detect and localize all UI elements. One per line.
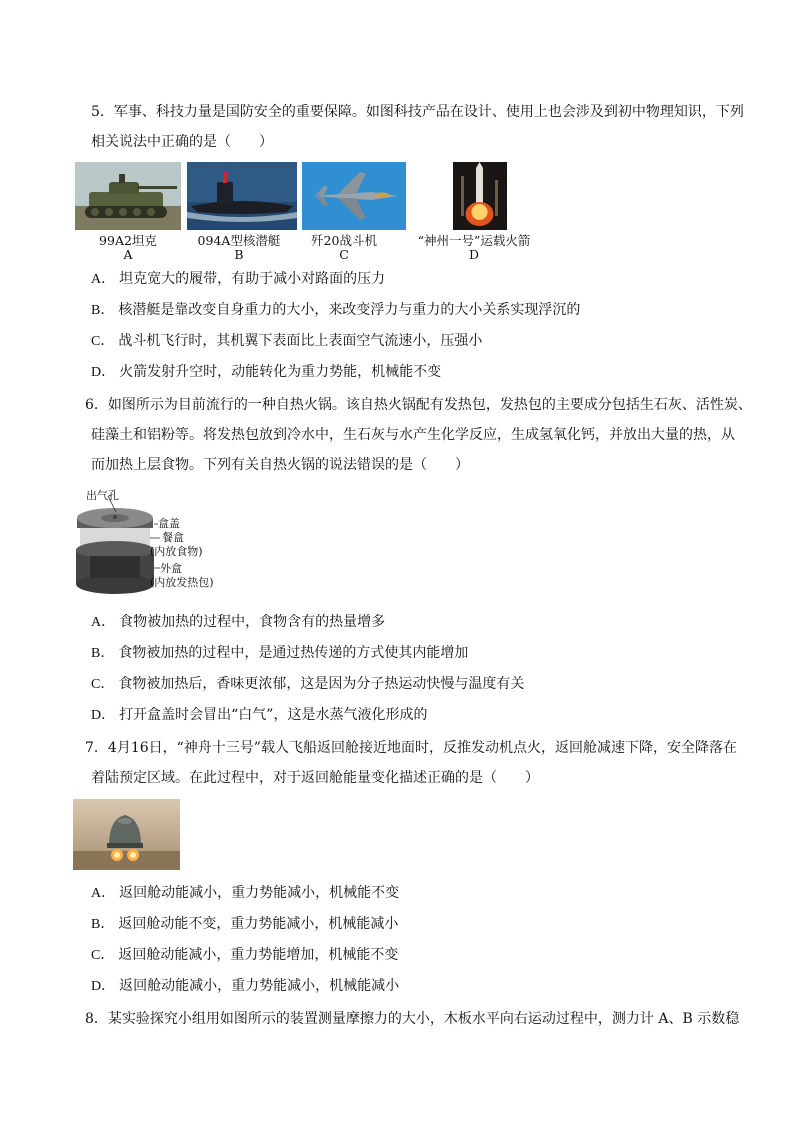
label-outer: 外盒 xyxy=(160,562,182,575)
caption-letter-a: A xyxy=(123,247,133,262)
q7-option-a[interactable]: A． 返回舱动能减小，重力势能减小，机械能不变 xyxy=(91,885,400,901)
caption-letter-d: D xyxy=(468,247,480,262)
caption-letter-b: B xyxy=(234,247,244,262)
submarine-photo xyxy=(187,162,297,230)
q5-stem-line1: 5．军事、科技力量是国防安全的重要保障。如图科技产品在设计、使用上也会涉及到初中物理知识，下列 xyxy=(91,104,744,120)
caption-submarine: 094A型核潜艇 xyxy=(197,233,281,248)
q5-option-d[interactable]: D． 火箭发射升空时，动能转化为重力势能，机械能不变 xyxy=(91,364,442,380)
label-outer-note: (内放发热包) xyxy=(150,576,214,589)
q7-stem-line2: 着陆预定区域。在此过程中，对于返回舱能量变化描述正确的是（ ） xyxy=(91,770,539,786)
rocket-photo xyxy=(453,162,507,230)
caption-letter-c: C xyxy=(339,247,349,262)
q5-option-c[interactable]: C． 战斗机飞行时，其机翼下表面比上表面空气流速小，压强小 xyxy=(91,333,483,349)
fighter-jet-photo xyxy=(302,162,406,230)
q7-option-b[interactable]: B． 返回舱动能不变，重力势能减小，机械能减小 xyxy=(91,916,399,932)
q6-option-a[interactable]: A． 食物被加热的过程中，食物含有的热量增多 xyxy=(91,614,386,630)
q7-option-c[interactable]: C． 返回舱动能减小，重力势能增加，机械能不变 xyxy=(91,947,399,963)
q6-stem-line3: 而加热上层食物。下列有关自热火锅的说法错误的是（ ） xyxy=(91,457,469,473)
tank-photo xyxy=(75,162,181,230)
label-vent: 出气孔 xyxy=(86,489,119,502)
q6-stem-line1: 6．如图所示为目前流行的一种自热火锅。该自热火锅配有发热包，发热包的主要成分包括生石灰、活性炭、 xyxy=(85,397,752,413)
caption-fighter: 歼20战斗机 xyxy=(311,233,377,248)
q6-option-d[interactable]: D． 打开盒盖时会冒出“白气”，这是水蒸气液化形成的 xyxy=(91,707,428,723)
label-tray-note: (内放食物) xyxy=(150,545,203,558)
q7-stem-line1: 7．4月16日，“神舟十三号”载人飞船返回舱接近地面时，反推发动机点火，返回舱减速下降，安全降落在 xyxy=(85,740,737,756)
label-lid: 盒盖 xyxy=(158,517,180,530)
q6-option-c[interactable]: C． 食物被加热后，香味更浓郁，这是因为分子热运动快慢与温度有关 xyxy=(91,676,525,692)
caption-tank: 99A2坦克 xyxy=(99,233,157,248)
return-capsule-photo xyxy=(73,799,180,870)
caption-rocket: “神州一号”运载火箭 xyxy=(417,233,531,248)
q6-option-b[interactable]: B． 食物被加热的过程中，是通过热传递的方式使其内能增加 xyxy=(91,645,469,661)
q8-stem-line1: 8．某实验探究小组用如图所示的装置测量摩擦力的大小，木板水平向右运动过程中，测力计 A、B 示数稳 xyxy=(85,1011,740,1027)
q5-option-a[interactable]: A． 坦克宽大的履带，有助于减小对路面的压力 xyxy=(91,271,386,287)
q5-stem-line2: 相关说法中正确的是（ ） xyxy=(91,134,273,150)
label-tray: 餐盒 xyxy=(162,531,184,544)
q5-option-b[interactable]: B． 核潜艇是靠改变自身重力的大小，来改变浮力与重力的大小关系实现浮沉的 xyxy=(91,302,581,318)
q6-stem-line2: 硅藻土和铝粉等。将发热包放到冷水中，生石灰与水产生化学反应，生成氢氧化钙，并放出大量的热，从 xyxy=(91,427,735,443)
q7-option-d[interactable]: D． 返回舱动能减小，重力势能减小，机械能减小 xyxy=(91,978,400,994)
